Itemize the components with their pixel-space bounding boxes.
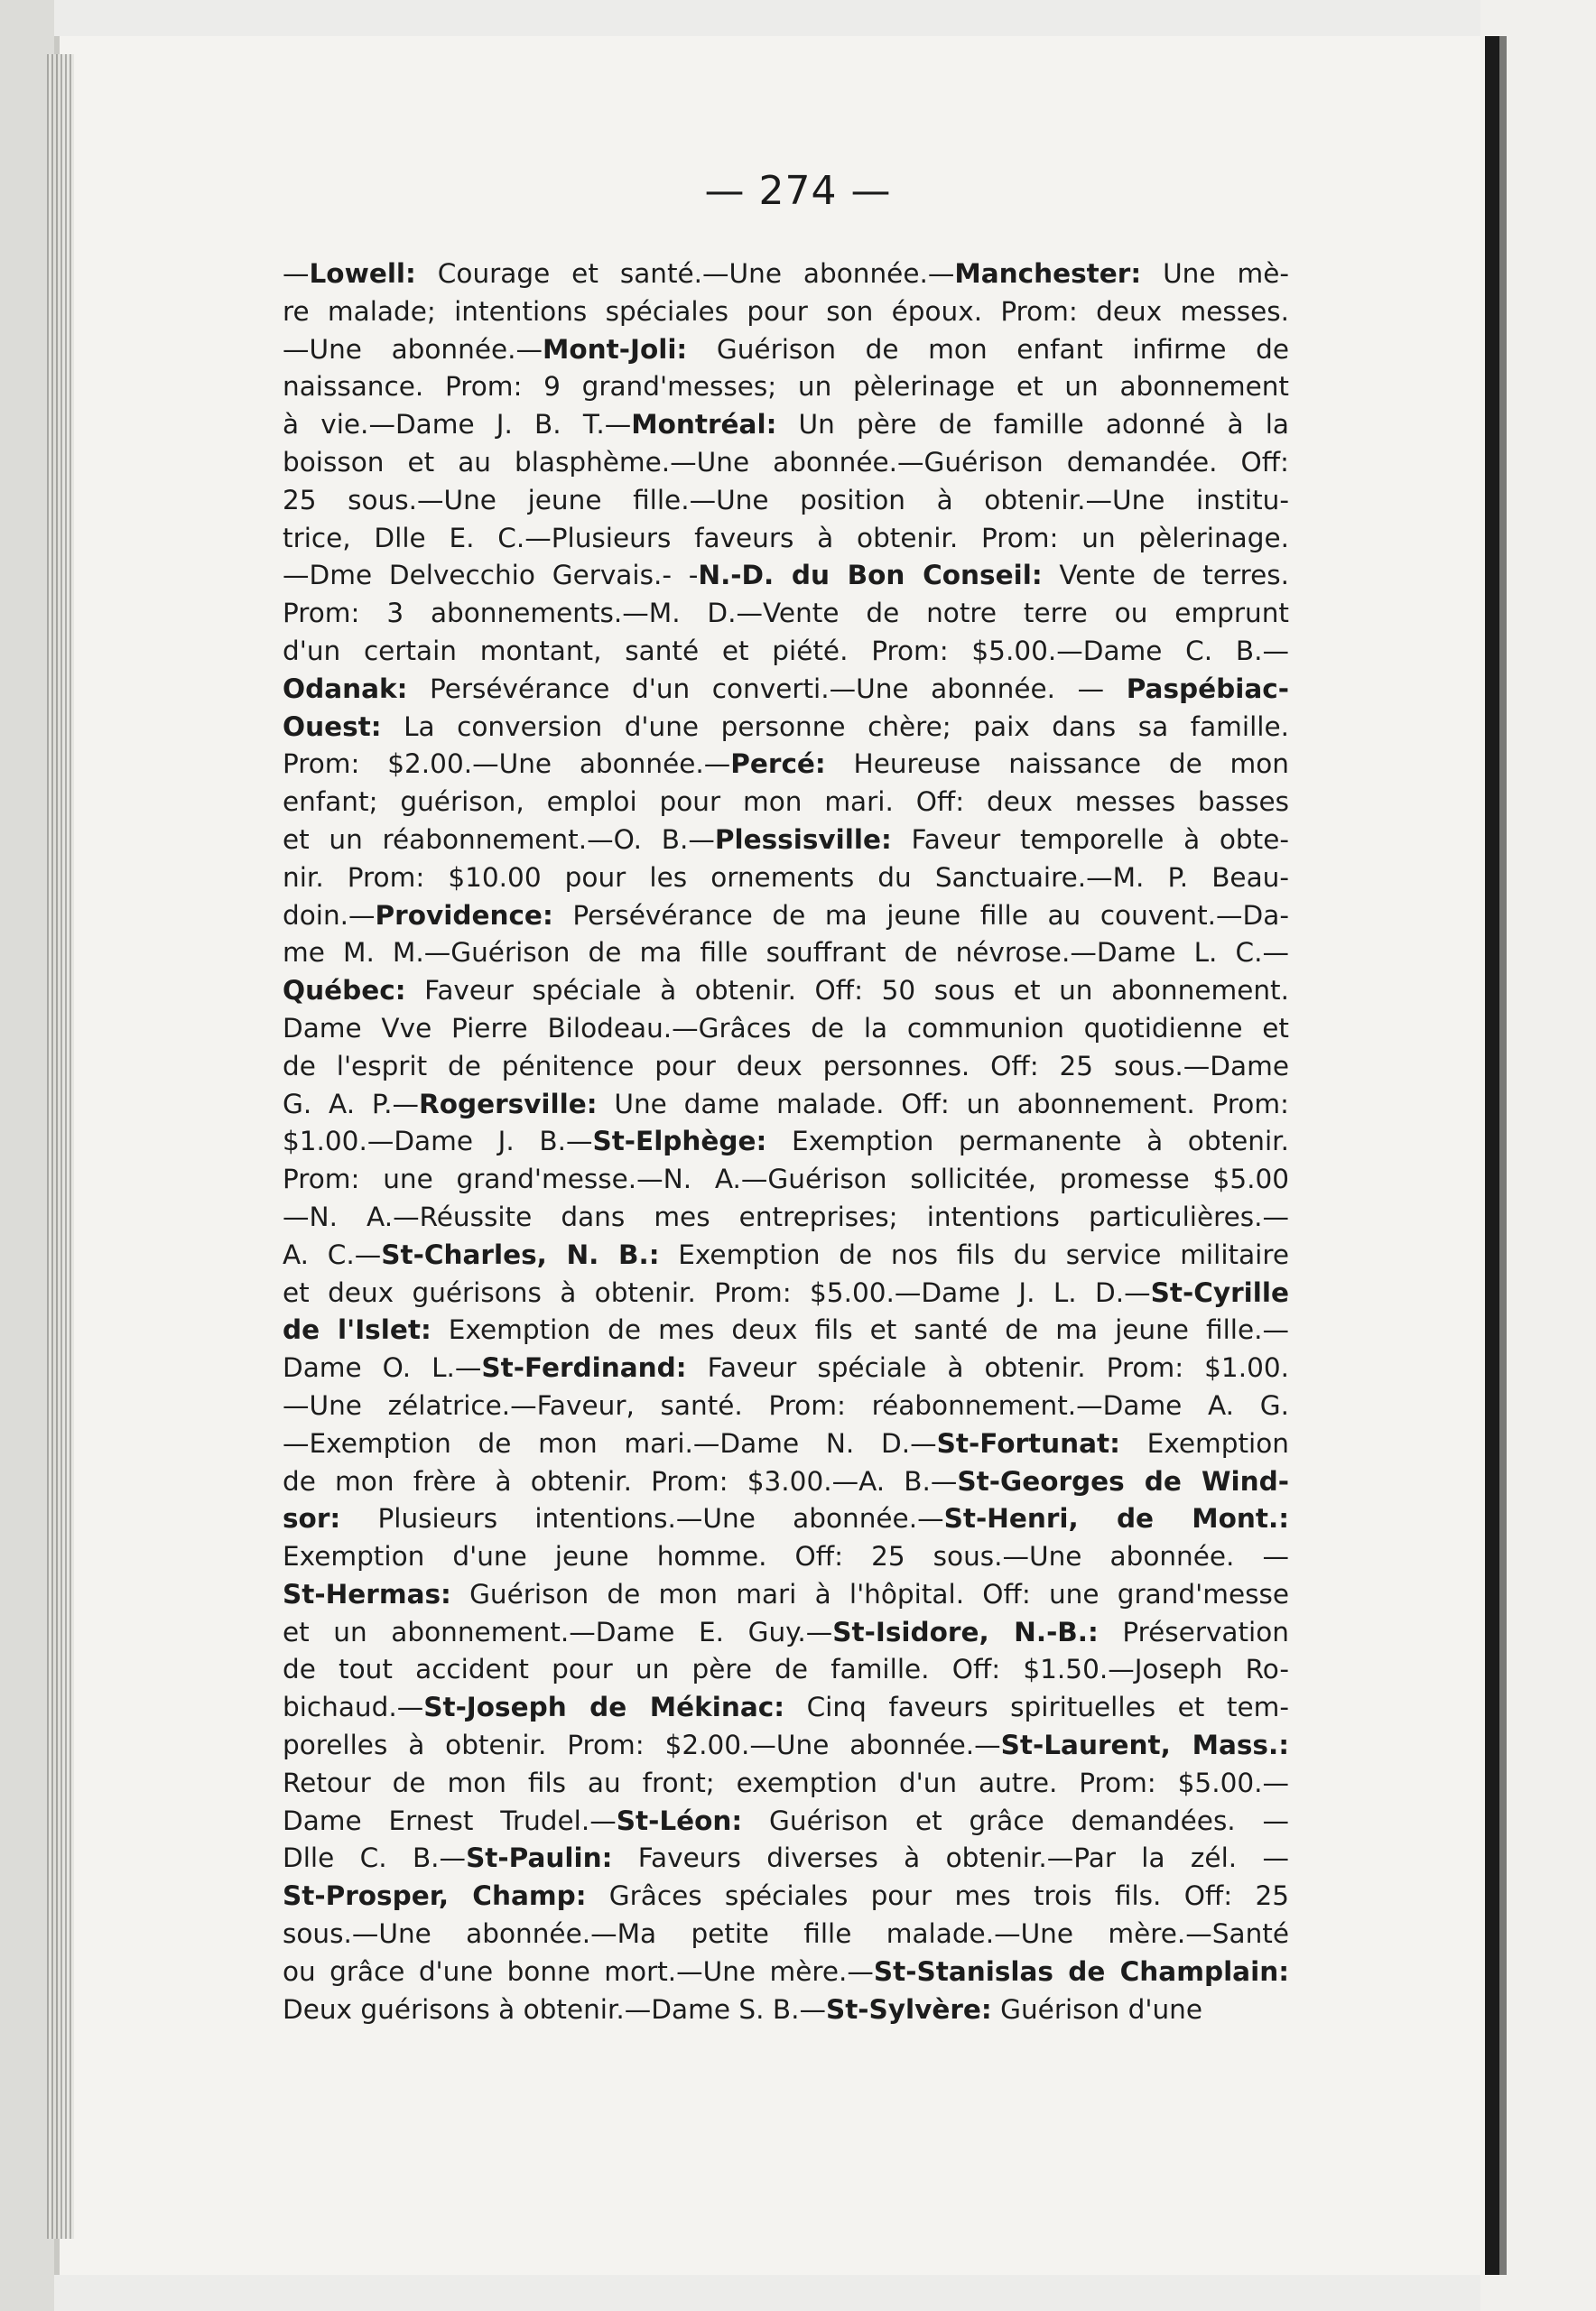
text-run: Faveurs diverses à obtenir.—Par la zél. —	[612, 1842, 1289, 1874]
text-line	[283, 1199, 1289, 1237]
text-run: Guérison de mon mari à l'hôpital. Off: une grand'messe	[450, 1578, 1289, 1610]
left-page-edge	[0, 0, 54, 2311]
place-name: Montréal:	[631, 409, 777, 441]
text-line	[283, 1840, 1289, 1878]
text-run: Un père de famille adonné à la	[776, 409, 1289, 441]
place-name: Paspébiac-	[1126, 673, 1289, 704]
stacked-page-edges	[47, 54, 74, 2239]
text-run: Plusieurs intentions.—Une abonnée.—	[340, 1503, 944, 1535]
place-name: Providence:	[375, 899, 553, 931]
text-run: re malade; intentions spéciales pour son époux. Prom: deux messes.	[283, 295, 1289, 327]
place-name: St-Henri, de Mont.:	[943, 1503, 1289, 1535]
text-run: Dame Ernest Trudel.—	[283, 1805, 617, 1836]
text-line	[283, 633, 1289, 671]
text-run: boisson et au blasphème.—Une abonnée.—Guérison demandée. Off:	[283, 446, 1289, 478]
text-run: d'un certain montant, santé et piété. Prom: $5.00.—Dame C. B.—	[283, 635, 1289, 666]
text-line	[283, 1312, 1289, 1350]
text-line	[283, 482, 1289, 520]
text-line	[283, 1048, 1289, 1086]
text-run: Exemption permanente à obtenir.	[766, 1126, 1289, 1157]
text-run: de tout accident pour un père de famille. Off: $1.50.—Joseph Ro-	[283, 1654, 1289, 1685]
text-line	[283, 671, 1289, 709]
text-run: et deux guérisons à obtenir. Prom: $5.00.—Dame J. L. D.—	[283, 1276, 1151, 1308]
place-name: St-Léon:	[616, 1805, 743, 1836]
page-number: — 274 —	[704, 168, 892, 214]
place-name: St-Isidore, N.-B.:	[832, 1616, 1099, 1647]
place-name: St-Sylvère:	[825, 1993, 992, 2025]
text-run: Dame O. L.—	[283, 1352, 482, 1384]
text-run: naissance. Prom: 9 grand'messes; un pèlerinage et un abonnement	[283, 371, 1289, 403]
text-run: 25 sous.—Une jeune fille.—Une position à obtenir.—Une institu-	[283, 484, 1289, 515]
text-run: Faveur temporelle à obte-	[891, 823, 1290, 855]
text-line	[283, 972, 1289, 1010]
text-run: Exemption de nos fils du service militaire	[659, 1239, 1289, 1270]
text-run: doin.—	[283, 899, 376, 931]
text-run: G. A. P.—	[283, 1088, 419, 1119]
place-name: Manchester:	[954, 258, 1142, 289]
text-run: ou grâce d'une bonne mort.—Une mère.—	[283, 1955, 874, 1987]
text-run: de mon frère à obtenir. Prom: $3.00.—A. B.—	[283, 1465, 958, 1497]
text-line	[283, 1350, 1289, 1388]
text-line	[283, 1010, 1289, 1048]
text-line	[283, 1123, 1289, 1161]
text-line	[283, 1500, 1289, 1538]
text-line	[283, 255, 1289, 293]
text-line	[283, 1086, 1289, 1124]
place-name: St-Paulin:	[466, 1842, 613, 1874]
place-name: Plessisville:	[714, 823, 892, 855]
text-run: et un réabonnement.—O. B.—	[283, 823, 715, 855]
text-line	[283, 557, 1289, 595]
place-name: Lowell:	[309, 258, 416, 289]
text-line	[283, 1425, 1289, 1463]
text-run: Exemption	[1119, 1427, 1289, 1459]
text-run: bichaud.—	[283, 1692, 424, 1723]
place-name: St-Cyrille	[1150, 1276, 1289, 1308]
text-run: —Exemption de mon mari.—Dame N. D.—	[283, 1427, 937, 1459]
text-line	[283, 1765, 1289, 1803]
book-spine-shadow	[1499, 36, 1507, 2275]
text-line	[283, 520, 1289, 558]
place-name: Odanak:	[283, 673, 408, 704]
text-run: La conversion d'une personne chère; paix dans sa famille.	[381, 710, 1289, 742]
text-run: A. C.—	[283, 1239, 382, 1270]
text-line	[283, 897, 1289, 935]
text-run: de l'esprit de pénitence pour deux personnes. Off: 25 sous.—Dame	[283, 1050, 1289, 1081]
text-run: sous.—Une abonnée.—Ma petite fille malade.—Une mère.—Santé	[283, 1918, 1289, 1950]
text-line	[283, 1803, 1289, 1841]
text-line	[283, 859, 1289, 897]
text-line	[283, 595, 1289, 633]
text-run: Courage et santé.—Une abonnée.—	[415, 258, 955, 289]
body-text	[283, 255, 1289, 2028]
text-run: trice, Dlle E. C.—Plusieurs faveurs à obtenir. Prom: un pèlerinage.	[283, 522, 1289, 553]
place-name: sor:	[283, 1503, 341, 1535]
place-name: St-Georges de Wind-	[957, 1465, 1289, 1497]
text-run: Guérison de mon enfant infirme de	[687, 333, 1289, 365]
text-run: —Dme Delvecchio Gervais.- -	[283, 560, 699, 591]
text-line	[283, 1727, 1289, 1765]
text-run: Heureuse naissance de mon	[825, 748, 1290, 780]
place-name: St-Laurent, Mass.:	[1000, 1730, 1289, 1761]
place-name: Québec:	[283, 975, 406, 1007]
text-run: Faveur spéciale à obtenir. Off: 50 sous et un abonnement.	[405, 975, 1289, 1007]
place-name: Ouest:	[283, 710, 382, 742]
text-line	[283, 934, 1289, 972]
text-line	[283, 331, 1289, 369]
text-run: Faveur spéciale à obtenir. Prom: $1.00.	[686, 1352, 1289, 1384]
text-run: à vie.—Dame J. B. T.—	[283, 409, 632, 441]
text-line	[283, 1388, 1289, 1425]
place-name: St-Hermas:	[283, 1578, 451, 1610]
text-run: me M. M.—Guérison de ma fille souffrant de névrose.—Dame L. C.—	[283, 937, 1289, 969]
text-run: Persévérance d'un converti.—Une abonnée. —	[407, 673, 1127, 704]
text-run: enfant; guérison, emploi pour mon mari. Off: deux messes basses	[283, 786, 1289, 818]
text-line	[283, 1651, 1289, 1689]
text-line	[283, 444, 1289, 482]
text-line	[283, 1991, 1289, 2029]
text-line	[283, 746, 1289, 784]
text-run: Retour de mon fils au front; exemption d'un autre. Prom: $5.00.—	[283, 1767, 1289, 1798]
text-line	[283, 1161, 1289, 1199]
place-name: Mont-Joli:	[543, 333, 688, 365]
text-line	[283, 368, 1289, 406]
text-line	[283, 784, 1289, 821]
text-run: Une mè-	[1141, 258, 1289, 289]
text-line	[283, 1576, 1289, 1614]
text-run: Persévérance de ma jeune fille au couvent.—Da-	[552, 899, 1289, 931]
text-line	[283, 293, 1289, 331]
text-run: Vente de terres.	[1042, 560, 1289, 591]
place-name: Rogersville:	[418, 1088, 598, 1119]
place-name: St-Ferdinand:	[481, 1352, 687, 1384]
text-line	[283, 1689, 1289, 1727]
place-name: St-Stanislas de Champlain:	[873, 1955, 1289, 1987]
text-run: Prom: $2.00.—Une abonnée.—	[283, 748, 731, 780]
place-name: St-Prosper, Champ:	[283, 1880, 587, 1912]
text-run: Exemption de mes deux fils et santé de ma jeune fille.—	[431, 1314, 1290, 1346]
text-line	[283, 406, 1289, 444]
book-spine	[1485, 36, 1499, 2275]
text-line	[283, 821, 1289, 859]
text-line	[283, 709, 1289, 747]
text-run: Grâces spéciales pour mes trois fils. Off: 25	[586, 1880, 1289, 1912]
text-run: Guérison et grâce demandées. —	[742, 1805, 1289, 1836]
text-run: Dlle C. B.—	[283, 1842, 467, 1874]
place-name: St-Elphège:	[592, 1126, 767, 1157]
place-name: St-Fortunat:	[936, 1427, 1120, 1459]
text-run: Cinq faveurs spirituelles et tem-	[784, 1692, 1289, 1723]
place-name: N.-D. du Bon Conseil:	[698, 560, 1043, 591]
text-run: Une dame malade. Off: un abonnement. Prom:	[597, 1088, 1289, 1119]
text-run: Guérison d'une	[991, 1993, 1203, 2025]
text-line	[283, 1878, 1289, 1916]
text-run: Exemption d'une jeune homme. Off: 25 sous.—Une abonnée. —	[283, 1541, 1289, 1573]
place-name: St-Joseph de Mékinac:	[423, 1692, 785, 1723]
text-run: Préservation	[1098, 1616, 1289, 1647]
text-run: —	[283, 258, 310, 289]
place-name: de l'Islet:	[283, 1314, 431, 1346]
text-run: —Une abonnée.—	[283, 333, 543, 365]
text-run: Dame Vve Pierre Bilodeau.—Grâces de la communion quotidienne et	[283, 1012, 1289, 1044]
text-line	[283, 1954, 1289, 1991]
text-run: $1.00.—Dame J. B.—	[283, 1126, 593, 1157]
text-line	[283, 1237, 1289, 1275]
text-line	[283, 1275, 1289, 1313]
text-line	[283, 1614, 1289, 1652]
text-run: Prom: 3 abonnements.—M. D.—Vente de notre terre ou emprunt	[283, 598, 1289, 629]
text-run: —N. A.—Réussite dans mes entreprises; intentions particulières.—	[283, 1201, 1289, 1232]
text-run: Prom: une grand'messe.—N. A.—Guérison sollicitée, promesse $5.00	[283, 1164, 1289, 1195]
text-run: —Une zélatrice.—Faveur, santé. Prom: réabonnement.—Dame A. G.	[283, 1389, 1289, 1421]
text-run: nir. Prom: $10.00 pour les ornements du Sanctuaire.—M. P. Beau-	[283, 861, 1289, 893]
place-name: St-Charles, N. B.:	[381, 1239, 660, 1270]
text-run: Deux guérisons à obtenir.—Dame S. B.—	[283, 1993, 826, 2025]
text-run: porelles à obtenir. Prom: $2.00.—Une abonnée.—	[283, 1730, 1001, 1761]
text-line	[283, 1463, 1289, 1501]
text-run: et un abonnement.—Dame E. Guy.—	[283, 1616, 833, 1647]
text-line	[283, 1916, 1289, 1954]
place-name: Percé:	[730, 748, 826, 780]
text-line	[283, 1538, 1289, 1576]
